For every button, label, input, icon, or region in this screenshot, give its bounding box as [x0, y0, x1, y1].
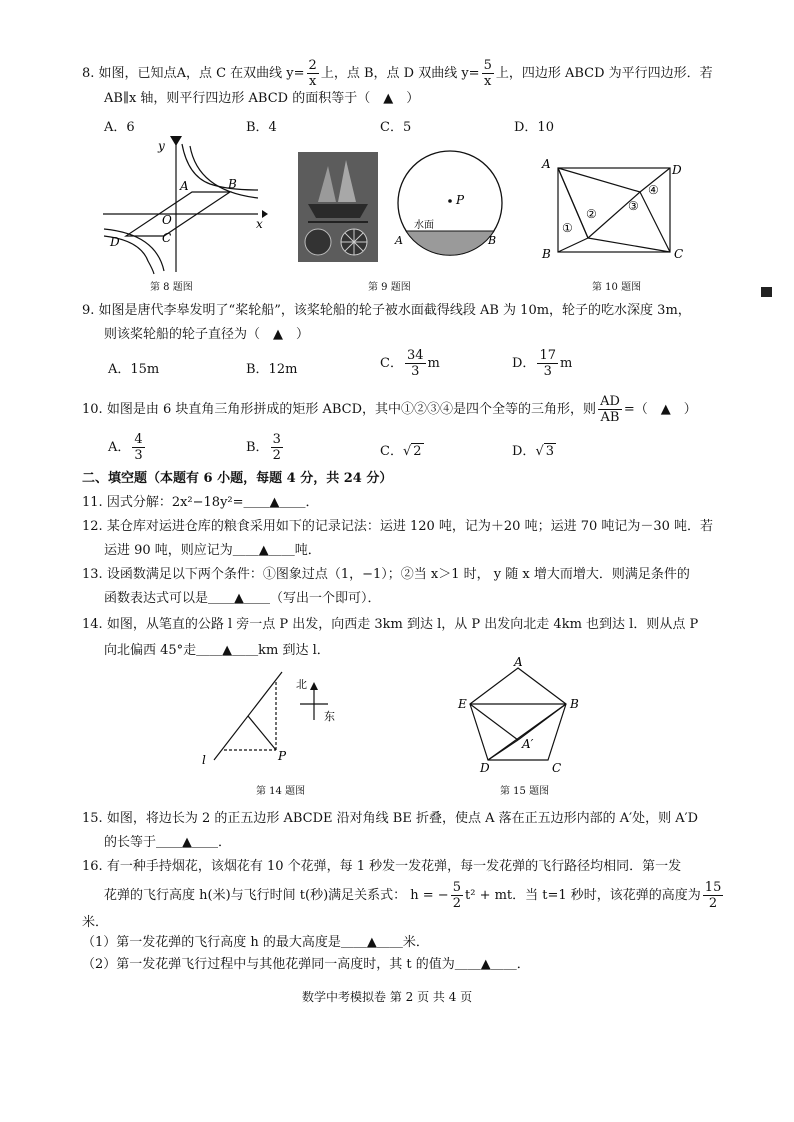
label-d: D [672, 163, 682, 177]
frac-den: AB [600, 410, 620, 425]
label-1: ① [562, 221, 573, 235]
frac-num: 4 [134, 432, 143, 447]
seg3 [588, 238, 670, 252]
seg5 [640, 192, 670, 252]
frac-den: x [484, 74, 492, 89]
frac-den: 3 [134, 448, 143, 463]
q14-num: 14. [82, 617, 103, 632]
q10-option-d: D．√ 3 [512, 444, 555, 459]
q16-sub2: （2）第一发花弹飞行过程中与其他花弹同一高度时，其 t 的值为＿＿▲＿＿． [82, 957, 530, 972]
frac-num: 5 [452, 880, 461, 895]
x-arrow [262, 210, 268, 218]
q10-num: 10. [82, 402, 103, 417]
q8-text-b: A，点 C 在双曲线 y= [176, 66, 305, 81]
option-label: A． [108, 440, 131, 455]
q12-text: 某仓库对运进仓库的粮食采用如下的记录记法：运进 120 吨，记为＋20 吨；运进 70 吨记为－30 吨．若 [106, 519, 714, 534]
q11-text: 因式分解：2x²−18y²=＿＿▲＿＿． [106, 495, 319, 510]
frac-den: 3 [411, 364, 420, 379]
frac-den: 2 [272, 448, 281, 463]
q16-sub1: （1）第一发花弹的飞行高度 h 的最大高度是＿＿▲＿＿米． [82, 935, 429, 950]
label-4: ④ [648, 183, 659, 197]
seg-db [488, 704, 566, 760]
seg2 [558, 238, 588, 252]
q14-line1 [82, 616, 698, 634]
option-label: C． [380, 356, 403, 371]
label-d: D [480, 761, 490, 775]
figure-14-caption: 第 14 题图 [256, 786, 306, 797]
option-label: C． [380, 444, 403, 459]
q10-option-c: C．√ 2 [380, 444, 422, 459]
frac-34-3 [405, 348, 426, 379]
frac-4-3 [132, 432, 144, 463]
label-a-prime: A′ [522, 737, 534, 751]
q10-line1 [82, 394, 697, 425]
option-label: B． [246, 440, 269, 455]
frac-num: 17 [539, 348, 556, 363]
frac-den: 2 [452, 896, 461, 911]
q13-line1 [82, 566, 690, 584]
q16-line2 [104, 878, 725, 914]
frac-den: x [309, 74, 317, 89]
figure-15-caption: 第 15 题图 [500, 786, 550, 797]
q15-line2: 的长等于＿＿▲＿＿． [104, 835, 231, 850]
q8-option-b: B．4 [246, 120, 277, 135]
q10-option-a [108, 432, 147, 463]
label-p: P [456, 193, 465, 207]
paddle-boat-image [298, 152, 378, 262]
label-a: A [180, 179, 189, 193]
center-point [448, 199, 452, 203]
radicand: 3 [545, 444, 555, 459]
q8-line1 [82, 58, 713, 89]
q10-option-b [246, 432, 285, 463]
label-east: 东 [324, 710, 335, 723]
q8-text-a: 如图，已知点 [98, 66, 177, 81]
q14-text: 如图，从笔直的公路 l 旁一点 P 出发，向西走 3km 到达 l，从 P 出发向北走 4km 也到达 l．则从点 P [106, 617, 699, 632]
q8-option-a: A．6 [104, 120, 135, 135]
q16-text: 有一种手持烟花，该烟花有 10 个花弹，每 1 秒发一发花弹，每一发花弹的飞行路径均相同．第一发 [106, 859, 682, 874]
seg8 [558, 168, 640, 192]
frac-num: 3 [272, 432, 281, 447]
label-b: B [570, 697, 579, 711]
label-water: 水面 [414, 220, 434, 231]
label-c: C [552, 761, 562, 775]
north-arrow [310, 682, 318, 690]
label-l: l [202, 753, 206, 767]
frac-3-2 [271, 432, 283, 463]
q8-line2: AB∥x 轴，则平行四边形 ABCD 的面积等于（ ▲ ） [104, 91, 420, 106]
label-p: P [278, 749, 287, 763]
figure-8 [98, 136, 268, 276]
q8-text-c: 上，点 B，点 D 双曲线 y= [320, 66, 480, 81]
q9-text: 如图是唐代李皋发明了“桨轮船”，该桨轮船的轮子被水面截得线段 AB 为 10m，轮子的吃水深度 3m， [98, 303, 691, 318]
frac-den: 2 [708, 896, 718, 911]
radicand: 2 [413, 444, 422, 459]
northwest-path [248, 716, 276, 750]
label-a: A [395, 234, 403, 247]
label-e: E [458, 697, 467, 711]
q12-num: 12. [82, 519, 103, 534]
label-a: A [542, 157, 551, 171]
q9-option-a: A．15m [108, 362, 160, 377]
q11 [82, 494, 319, 512]
label-3: ③ [628, 199, 639, 213]
frac-num: 34 [406, 348, 424, 363]
q15-num: 15. [82, 811, 103, 826]
frac-num: 5 [483, 58, 492, 73]
figure-10 [540, 154, 690, 264]
figure-15 [456, 654, 596, 778]
q14-line2: 向北偏西 45°走＿＿▲＿＿km 到达 l． [104, 643, 330, 658]
frac-17-3 [537, 348, 558, 379]
unit: m [427, 356, 440, 371]
label-a: A [514, 655, 523, 669]
q16-num: 16. [82, 859, 103, 874]
q8-option-c: C．5 [380, 120, 412, 135]
q9-line2: 则该桨轮船的轮子直径为（ ▲ ） [104, 327, 309, 342]
q12-line2: 运进 90 吨，则应记为＿＿▲＿＿吨． [104, 543, 321, 558]
q9-line1 [82, 302, 691, 320]
label-b: B [228, 177, 237, 191]
seg-ea1 [470, 704, 518, 740]
figure-9-caption: 第 9 题图 [368, 282, 411, 293]
q10-text-end: =（ ▲ ） [623, 402, 697, 417]
label-x: x [256, 217, 263, 231]
q10-text: 如图是由 6 块直角三角形拼成的矩形 ABCD，其中①②③④是四个全等的三角形，则 [106, 402, 597, 417]
frac-ad-ab [598, 394, 622, 425]
label-b: B [488, 234, 497, 247]
q15-text: 如图，将边长为 2 的正五边形 ABCDE 沿对角线 BE 折叠，使点 A 落在正五边形内部的 A′处，则 A′D [106, 811, 698, 826]
page-footer: 数学中考模拟卷 第 2 页 共 4 页 [302, 990, 473, 1004]
paddle-boat-illustration [298, 152, 378, 262]
q16-formula-start: 花弹的飞行高度 h(米)与飞行时间 t(秒)满足关系式： h = − [104, 888, 449, 903]
label-b: B [542, 247, 551, 261]
q16-formula-end: t² + mt．当 t=1 秒时，该花弹的高度为 [465, 888, 701, 903]
q8-frac-2x [307, 58, 319, 89]
q9-option-c [380, 348, 440, 379]
q13-num: 13. [82, 567, 103, 582]
figure-9-circle [392, 146, 512, 266]
q8-num: 8. [82, 66, 95, 81]
q8-text-d: 上，四边形 ABCD 为平行四边形．若 [495, 66, 713, 81]
q12-line1 [82, 518, 713, 536]
side-marker [761, 287, 772, 297]
label-d: D [110, 235, 120, 249]
q9-option-b: B．12m [246, 362, 298, 377]
section-2-heading: 二、填空题（本题有 6 小题，每题 4 分，共 24 分） [82, 471, 393, 486]
y-arrow [170, 136, 182, 146]
option-label: D． [512, 356, 536, 371]
label-c: C [162, 231, 172, 245]
label-2: ② [586, 207, 597, 221]
curve-5x-q1 [182, 144, 258, 190]
q8-frac-5x [482, 58, 494, 89]
rectangle-abcd [558, 168, 670, 252]
q15-line1 [82, 810, 698, 828]
submerged-segment [406, 231, 497, 255]
figure-8-caption: 第 8 题图 [150, 282, 193, 293]
unit: m [559, 356, 573, 371]
figure-10-caption: 第 10 题图 [592, 282, 642, 293]
q9-option-d [512, 348, 572, 379]
frac-num: AD [600, 394, 620, 409]
q11-num: 11. [82, 495, 103, 510]
frac-5-2 [451, 880, 463, 911]
frac-num: 15 [704, 880, 722, 895]
label-north: 北 [296, 678, 307, 691]
frac-den: 3 [543, 364, 552, 379]
label-y: y [158, 139, 165, 153]
figure-14 [196, 664, 356, 774]
label-c: C [674, 247, 684, 261]
q9-num: 9. [82, 303, 95, 318]
q13-line2: 函数表达式可以是＿＿▲＿＿（写出一个即可）． [104, 591, 381, 606]
label-o: O [162, 213, 172, 227]
frac-15-2 [703, 880, 724, 911]
q8-option-d: D．10 [514, 120, 554, 135]
q16-line1 [82, 858, 681, 876]
q16-line3: 米． [82, 915, 109, 930]
option-label: D． [512, 444, 536, 459]
frac-num: 2 [308, 58, 317, 73]
q13-text: 设函数满足以下两个条件：①图象过点（1，−1）；②当 x＞1 时， y 随 x 增大而增大．则满足条件的 [106, 567, 690, 582]
